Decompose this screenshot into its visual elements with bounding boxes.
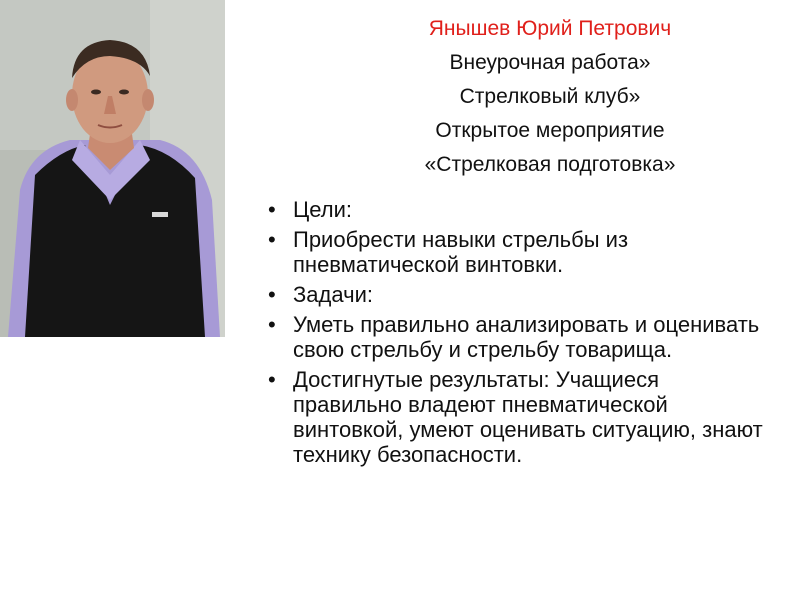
bullet-goals-heading [268, 197, 768, 222]
bullet-tasks-heading [268, 282, 768, 307]
bullet-dot-icon: • [268, 312, 276, 337]
bullet-text: Цели: [293, 197, 353, 222]
slide-header [370, 12, 730, 182]
bullet-results-text [268, 367, 768, 467]
header-line-topic: «Стрелковая подготовка» [424, 153, 676, 176]
bullet-dot-icon: • [268, 197, 276, 222]
bullet-dot-icon: • [268, 367, 276, 392]
bullet-text: Приобрести навыки стрельбы из пневматической винтовки. [293, 227, 629, 277]
portrait-photo [0, 0, 225, 337]
bullet-list [268, 197, 768, 472]
bullet-dot-icon: • [268, 282, 276, 307]
bullet-goal-text [268, 227, 768, 277]
bullet-task-text [268, 312, 768, 362]
header-line-event: Открытое мероприятие [435, 119, 665, 142]
header-line-club: Стрелковый клуб» [459, 85, 641, 108]
bullet-text: Уметь правильно анализировать и оценивать свою стрельбу и стрельбу товарища. [293, 312, 760, 362]
bullet-dot-icon: • [268, 227, 276, 252]
bullet-text: Задачи: [293, 282, 373, 307]
bullet-text: Достигнутые результаты: Учащиеся правильно владеют пневматической винтовкой, умеют оценивать ситуацию, знают технику безопасности. [293, 367, 763, 467]
teacher-name: Янышев Юрий Петрович [428, 17, 672, 40]
header-line-activity: Внеурочная работа» [449, 51, 651, 74]
